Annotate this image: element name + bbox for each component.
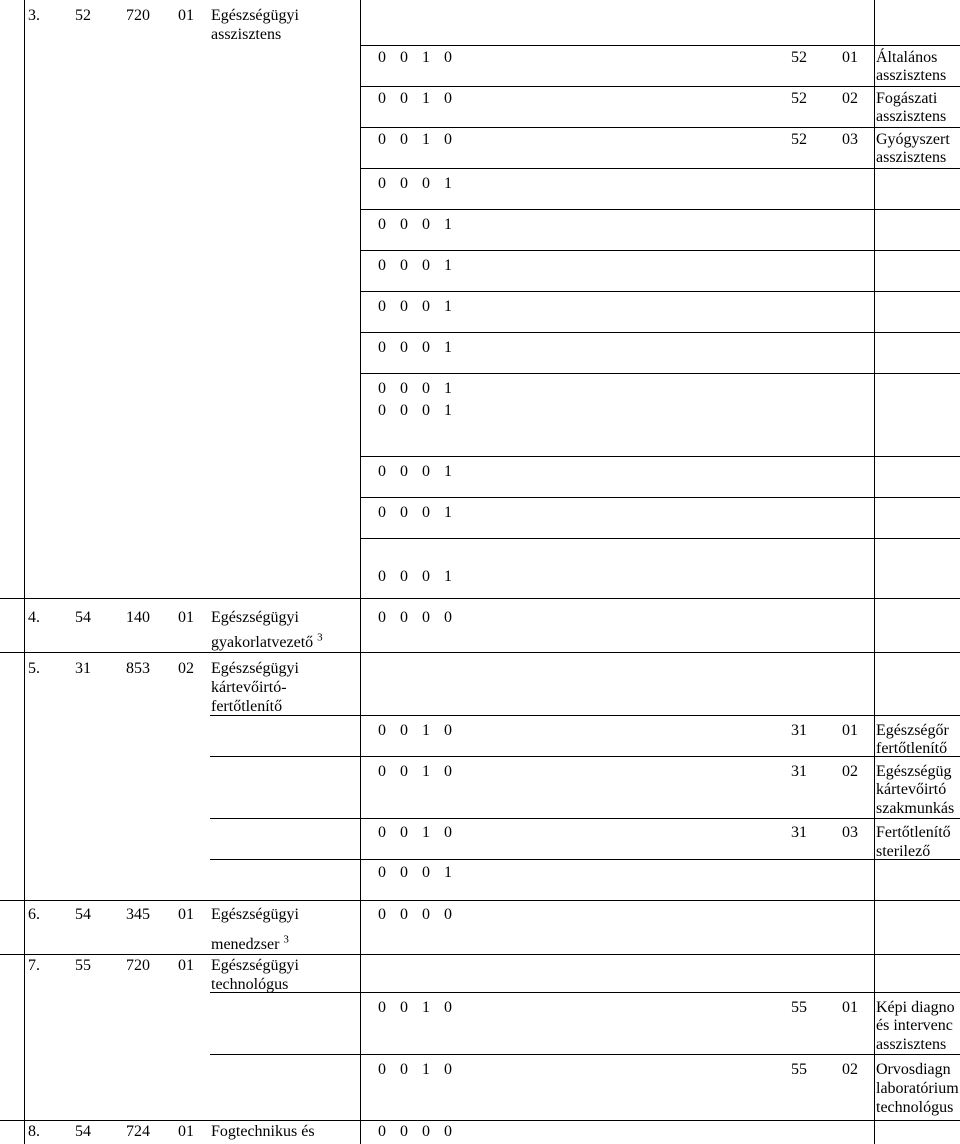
code-2: 720 (126, 957, 150, 974)
sub-name: kártevőirtó (876, 781, 947, 798)
code-3: 01 (178, 906, 194, 923)
sub-code-a: 31 (791, 763, 807, 780)
row-number: 3. (28, 7, 40, 24)
flags: 0 0 1 0 (378, 763, 452, 780)
row-number: 8. (28, 1123, 40, 1140)
qualification-name: Egészségügyi (211, 609, 299, 626)
sub-code-b: 01 (842, 999, 858, 1016)
code-1: 54 (75, 906, 91, 923)
sub-name: szakmunkás (876, 800, 955, 817)
row-divider (360, 291, 960, 292)
qualification-name (211, 633, 323, 653)
column-divider (24, 0, 25, 1144)
sub-code-a: 52 (791, 90, 807, 107)
code-1: 55 (75, 957, 91, 974)
sub-code-b: 01 (842, 722, 858, 739)
sub-code-b: 03 (842, 131, 858, 148)
row-divider (0, 900, 960, 901)
row-divider (0, 954, 960, 955)
sub-name: Gyógyszert (876, 131, 950, 148)
name-text: gyakorlatvezető (211, 634, 314, 651)
row-divider (360, 45, 960, 46)
flags: 0 0 0 1 (378, 298, 452, 315)
row-divider (360, 373, 960, 374)
row-divider (360, 538, 960, 539)
row-divider (360, 209, 960, 210)
flags: 0 0 0 1 (378, 257, 452, 274)
row-number: 6. (28, 906, 40, 923)
sub-name: asszisztens (876, 1036, 947, 1053)
sub-code-a: 55 (791, 1061, 807, 1078)
sub-name: Egészségőr (876, 722, 949, 739)
flags: 0 0 0 1 (378, 339, 452, 356)
row-number: 5. (28, 660, 40, 677)
qualification-name: Egészségügyi (211, 906, 299, 923)
code-3: 02 (178, 660, 194, 677)
row-divider (360, 250, 960, 251)
code-2: 724 (126, 1123, 150, 1140)
sub-name: Képi diagno (876, 999, 955, 1016)
sub-name: Általános (876, 49, 938, 66)
column-divider (360, 0, 361, 1144)
flags: 0 0 0 0 (378, 609, 452, 626)
flags: 0 0 1 0 (378, 90, 452, 107)
row-divider (360, 127, 960, 128)
sub-name: fertőtlenítő (876, 740, 948, 757)
flags: 0 0 0 1 (378, 463, 452, 480)
row-divider (0, 1120, 960, 1121)
flags: 0 0 0 1 (378, 402, 452, 419)
row-divider (360, 497, 960, 498)
footnote-mark: 3 (317, 631, 323, 644)
flags: 0 0 1 0 (378, 722, 452, 739)
qualification-name: Egészségügyi (211, 660, 299, 677)
flags: 0 0 1 0 (378, 824, 452, 841)
qualification-name: Fogtechnikus és (211, 1123, 315, 1140)
qualification-name: technológus (211, 976, 289, 993)
sub-name: Egészségüg (876, 763, 952, 780)
flags: 0 0 0 1 (378, 504, 452, 521)
flags: 0 0 1 0 (378, 1061, 452, 1078)
qualification-name: fertőtlenítő (211, 698, 283, 715)
sub-name: és intervenc (876, 1017, 953, 1034)
flags: 0 0 1 0 (378, 999, 452, 1016)
row-number: 7. (28, 957, 40, 974)
code-1: 54 (75, 609, 91, 626)
code-3: 01 (178, 609, 194, 626)
sub-code-a: 31 (791, 722, 807, 739)
code-2: 140 (126, 609, 150, 626)
sub-name: laboratórium (876, 1080, 959, 1097)
code-1: 54 (75, 1123, 91, 1140)
flags: 0 0 1 0 (378, 131, 452, 148)
column-divider (874, 0, 875, 1144)
sub-code-b: 02 (842, 1061, 858, 1078)
row-divider (360, 332, 960, 333)
row-divider (210, 756, 960, 757)
code-3: 01 (178, 1123, 194, 1140)
flags: 0 0 0 0 (378, 906, 452, 923)
sub-name: Fogászati (876, 90, 938, 107)
code-1: 31 (75, 660, 91, 677)
name-text: menedzser (211, 936, 280, 953)
sub-code-b: 02 (842, 90, 858, 107)
flags: 0 0 1 0 (378, 49, 452, 66)
row-divider (210, 715, 960, 716)
qualification-name: asszisztens (211, 26, 282, 43)
row-divider (0, 598, 960, 599)
sub-name: Orvosdiagn (876, 1061, 951, 1078)
flags: 0 0 0 0 (378, 1123, 452, 1140)
code-3: 01 (178, 957, 194, 974)
row-number: 4. (28, 609, 40, 626)
sub-code-a: 31 (791, 824, 807, 841)
sub-name: technológus (876, 1099, 954, 1116)
row-divider (360, 86, 960, 87)
qualification-name: Egészségügyi (211, 7, 299, 24)
sub-name: asszisztens (876, 108, 947, 125)
sub-name: asszisztens (876, 67, 947, 84)
code-2: 345 (126, 906, 150, 923)
qualification-name: Egészségügyi (211, 957, 299, 974)
code-3: 01 (178, 7, 194, 24)
row-divider (0, 652, 960, 653)
row-divider (210, 992, 960, 993)
sub-name: asszisztens (876, 149, 947, 166)
sub-name: sterilező (876, 843, 931, 860)
flags: 0 0 0 1 (378, 216, 452, 233)
code-2: 853 (126, 660, 150, 677)
sub-code-a: 52 (791, 131, 807, 148)
sub-code-b: 01 (842, 49, 858, 66)
sub-code-b: 02 (842, 763, 858, 780)
row-divider (360, 168, 960, 169)
flags: 0 0 0 1 (378, 568, 452, 585)
qualification-name (211, 935, 289, 955)
flags: 0 0 0 1 (378, 380, 452, 397)
flags: 0 0 0 1 (378, 175, 452, 192)
row-divider (210, 1054, 960, 1055)
row-divider (360, 456, 960, 457)
row-divider (210, 859, 960, 860)
sub-code-a: 52 (791, 49, 807, 66)
sub-code-a: 55 (791, 999, 807, 1016)
code-1: 52 (75, 7, 91, 24)
sub-name: Fertőtlenítő (876, 824, 951, 841)
footnote-mark: 3 (283, 933, 289, 946)
flags: 0 0 0 1 (378, 864, 452, 881)
code-2: 720 (126, 7, 150, 24)
row-divider (210, 818, 960, 819)
sub-code-b: 03 (842, 824, 858, 841)
qualification-name: kártevőirtó- (211, 679, 287, 696)
